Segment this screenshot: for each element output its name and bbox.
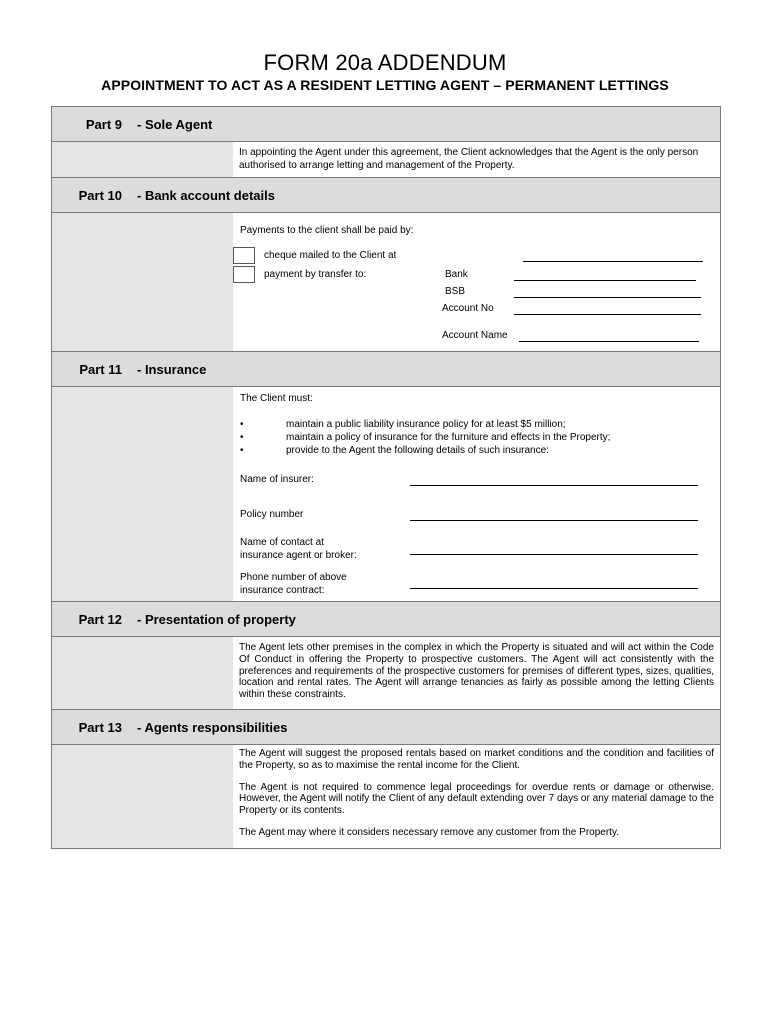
list-item: • provide to the Agent the following details of such insurance:: [240, 445, 549, 456]
insurer-field[interactable]: [410, 485, 698, 486]
phone-field[interactable]: [410, 588, 698, 589]
part-13-body: [52, 745, 720, 848]
account-no-field[interactable]: [514, 314, 701, 315]
form-subtitle: APPOINTMENT TO ACT AS A RESIDENT LETTING AGENT – PERMANENT LETTINGS: [101, 77, 669, 93]
bullet-icon: •: [240, 445, 244, 456]
contact-field[interactable]: [410, 554, 698, 555]
list-item: • maintain a policy of insurance for the furniture and effects in the Property;: [240, 432, 611, 443]
bank-field[interactable]: [514, 280, 696, 281]
part-10-body: [52, 213, 720, 352]
insurance-bullet-list: [240, 418, 710, 457]
bank-label: Bank: [445, 269, 468, 280]
policy-label: Policy number: [240, 509, 304, 520]
part-10-number: Part 10: [78, 188, 122, 203]
payment-intro: Payments to the client shall be paid by:: [240, 225, 414, 236]
part-12-text: The Agent lets other premises in the complex in which the Property is situated and will act within the Code Of Conduct in offering the Property to prospective customers. The Agent will act consistently with the preferences and requirements of the prospective customers for premises of different types, sizes, qualities, location and rental rates. The Agent will arrange tenancies as fairly as possible among the letting Clients within these constraints.: [239, 642, 714, 701]
contact-label-line-1: Name of contact at: [240, 537, 324, 548]
part-10-header: [52, 178, 720, 213]
part-11-header: [52, 352, 720, 387]
addendum-form: [51, 106, 721, 849]
contact-label-line-2: insurance agent or broker:: [240, 550, 357, 561]
part-13-number: Part 13: [78, 720, 122, 735]
cheque-address-field[interactable]: [523, 261, 703, 262]
part-13-heading: - Agents responsibilities: [137, 720, 288, 735]
policy-field[interactable]: [410, 520, 698, 521]
part-9-body: [52, 142, 720, 178]
part-11-heading: - Insurance: [137, 362, 207, 377]
part-9-heading: - Sole Agent: [137, 117, 213, 132]
bsb-field[interactable]: [514, 297, 701, 298]
part-13-header: [52, 710, 720, 745]
account-name-field[interactable]: [519, 341, 699, 342]
transfer-option-label: payment by transfer to:: [264, 269, 367, 280]
bullet-icon: •: [240, 432, 244, 443]
cheque-option-label: cheque mailed to the Client at: [264, 250, 397, 261]
form-title: FORM 20a ADDENDUM: [263, 50, 507, 75]
cheque-checkbox[interactable]: [233, 247, 255, 264]
list-item: • maintain a public liability insurance policy for at least $5 million;: [240, 419, 566, 430]
part-12-header: [52, 602, 720, 637]
part-9-text: In appointing the Agent under this agreement, the Client acknowledges that the Agent is the only person authorised to arrange letting and management of the Property.: [239, 147, 699, 171]
part-13-paragraph-3: The Agent may where it considers necessary remove any customer from the Property.: [239, 826, 619, 838]
part-13-paragraph-1: The Agent will suggest the proposed rentals based on market conditions and the condition and facilities of the Property, so as to maximise the rental income for the Client.: [239, 748, 714, 771]
account-name-label: Account Name: [442, 330, 508, 341]
part-12-heading: - Presentation of property: [137, 612, 296, 627]
part-11-number: Part 11: [79, 362, 122, 377]
insurer-label: Name of insurer:: [240, 474, 314, 485]
part-10-heading: - Bank account details: [137, 188, 275, 203]
part-12-number: Part 12: [78, 612, 122, 627]
transfer-checkbox[interactable]: [233, 266, 255, 283]
part-9-number: Part 9: [85, 117, 122, 132]
phone-label-line-2: insurance contract:: [240, 585, 325, 596]
part-11-body: [52, 387, 720, 602]
part-13-paragraph-2: The Agent is not required to commence legal proceedings for overdue rents or damage or otherwise. However, the Agent will notify the Client of any default extending over 7 days or any material damage to the Property or its contents.: [239, 781, 714, 817]
account-no-label: Account No: [442, 303, 494, 314]
bsb-label: BSB: [445, 286, 466, 297]
bullet-icon: •: [240, 419, 244, 430]
part-12-body: [52, 637, 720, 710]
part-9-header: [52, 107, 720, 142]
insurance-intro: The Client must:: [240, 393, 313, 404]
phone-label-line-1: Phone number of above: [240, 572, 347, 583]
